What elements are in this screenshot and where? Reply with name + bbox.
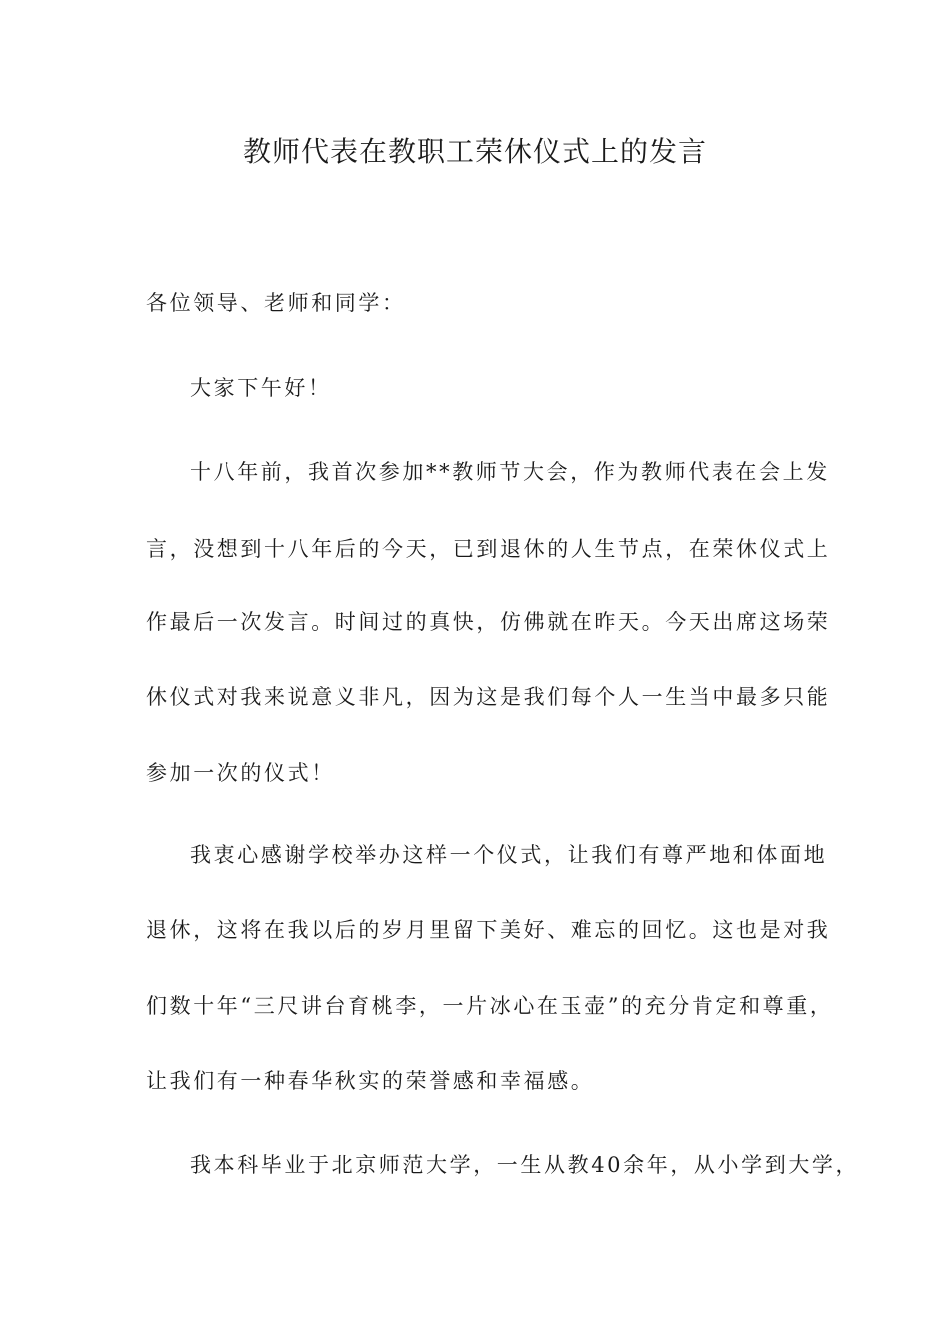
paragraph-2-line-4: 让我们有一种春华秋实的荣誉感和幸福感。 — [146, 1069, 595, 1093]
paragraph-3-line-1: 我本科毕业于北京师范大学，一生从教40余年，从小学到大学， — [190, 1153, 860, 1177]
paragraph-1-line-3: 作最后一次发言。时间过的真快，仿佛就在昨天。今天出席这场荣 — [146, 610, 831, 634]
salutation-line: 各位领导、老师和同学： — [146, 291, 406, 315]
document-title: 教师代表在教职工荣休仪式上的发言 — [242, 135, 707, 168]
paragraph-2-line-2: 退休，这将在我以后的岁月里留下美好、难忘的回忆。这也是对我 — [146, 918, 831, 942]
paragraph-1-line-2: 言，没想到十八年后的今天，已到退休的人生节点，在荣休仪式上 — [146, 537, 831, 561]
greeting-line: 大家下午好！ — [190, 376, 332, 400]
paragraph-1-line-5: 参加一次的仪式！ — [146, 761, 335, 785]
paragraph-2-line-3: 们数十年“三尺讲台育桃李，一片冰心在玉壶”的充分肯定和尊重， — [146, 994, 834, 1018]
paragraph-1-line-1: 十八年前，我首次参加**教师节大会，作为教师代表在会上发 — [190, 460, 830, 484]
paragraph-1-line-4: 休仪式对我来说意义非凡，因为这是我们每个人一生当中最多只能 — [146, 685, 831, 709]
paragraph-2-line-1: 我衷心感谢学校举办这样一个仪式，让我们有尊严地和体面地 — [190, 843, 828, 867]
